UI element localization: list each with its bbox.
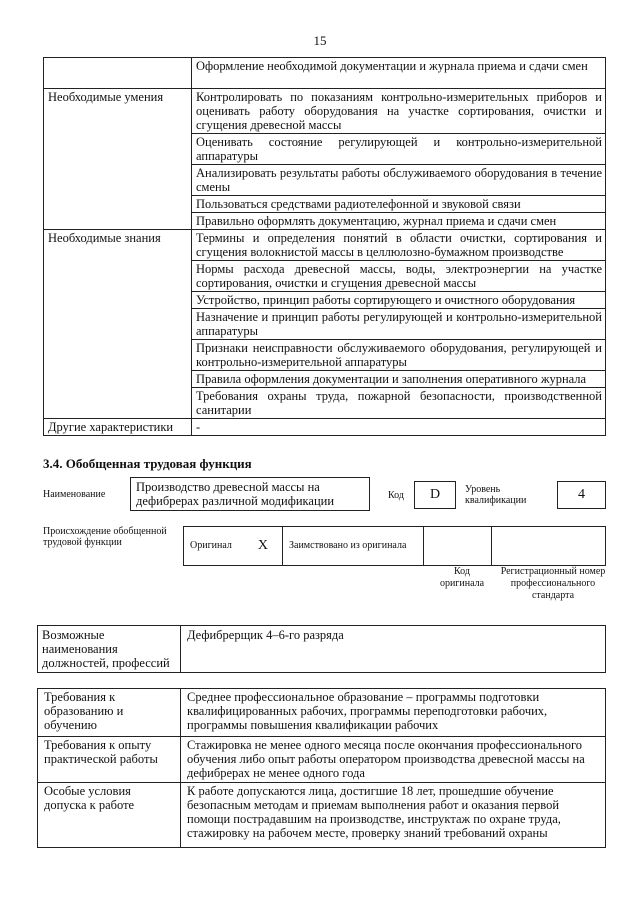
code-box: D: [414, 481, 456, 509]
level-box: 4: [557, 481, 606, 509]
origin-table: [183, 526, 606, 566]
name-label: Наименование: [43, 489, 106, 500]
skill-item: Контролировать по показаниям контрольно-измерительных приборов и оценивать работу оборудования на участке сортирования, очистки и сгущения древесной массы: [192, 89, 606, 134]
code-original-caption: Код оригинала: [439, 566, 485, 589]
knowledge-label: Необходимые знания: [44, 230, 192, 419]
table-row: [38, 626, 606, 673]
borrowed-label: Заимствовано из оригинала: [283, 527, 424, 566]
professions-table: [37, 625, 606, 673]
original-mark: X: [257, 538, 268, 553]
other-value: -: [192, 419, 606, 436]
origin-original-cell: [184, 527, 283, 566]
knowledge-item: Устройство, принцип работы сортирующего и очистного оборудования: [192, 292, 606, 309]
code-label: Код: [388, 490, 404, 501]
knowledge-item: Назначение и принцип работы регулирующей и контрольно-измерительной аппаратуры: [192, 309, 606, 340]
skill-item: Оценивать состояние регулирующей и контрольно-измерительной аппаратуры: [192, 134, 606, 165]
table-row: [184, 527, 606, 566]
knowledge-item: Признаки неисправности обслуживаемого оборудования, регулирующей и контрольно-измерительной аппаратуры: [192, 340, 606, 371]
original-label: Оригинал: [190, 540, 232, 551]
page-number: 15: [313, 33, 327, 48]
reg-number-caption: Регистрационный номер профессионального стандарта: [500, 566, 606, 601]
documentation-cell: Оформление необходимой документации и журнала приема и сдачи смен: [192, 58, 606, 89]
section-title: 3.4. Обобщенная трудовая функция: [43, 456, 252, 471]
knowledge-item: Термины и определения понятий в области очистки, сортирования и сгущения волокнистой массы в целлюлозно-бумажном производстве: [192, 230, 606, 261]
function-name-box: Производство древесной массы на дефибрерах различной модификации: [130, 477, 370, 511]
origin-label: Происхождение обобщенной трудовой функции: [43, 526, 167, 548]
table-row: [44, 89, 606, 134]
requirement-label: Требования к образованию и обучению: [38, 689, 181, 737]
skill-item: Анализировать результаты работы обслуживаемого оборудования в течение смены: [192, 165, 606, 196]
requirement-label: Требования к опыту практической работы: [38, 737, 181, 783]
table-row: [44, 58, 606, 89]
knowledge-item: Требования охраны труда, пожарной безопасности, производственной санитарии: [192, 388, 606, 419]
table-row: [44, 419, 606, 436]
skills-label: Необходимые умения: [44, 89, 192, 230]
requirement-value: Стажировка не менее одного месяца после окончания профессионального обучения либо опыт работы оператором производства древесной массы на дефибрерах не менее одного года: [181, 737, 606, 783]
empty-cell: [44, 58, 192, 89]
table-row: [44, 230, 606, 261]
reg-number-cell: [492, 527, 606, 566]
professions-label: Возможные наименования должностей, профессий: [38, 626, 181, 673]
knowledge-item: Нормы расхода древесной массы, воды, электроэнергии на участке сортирования, очистки и сгущения древесной массы: [192, 261, 606, 292]
knowledge-item: Правила оформления документации и заполнения оперативного журнала: [192, 371, 606, 388]
level-label: Уровень квалификации: [465, 484, 527, 506]
table-row: [38, 783, 606, 848]
skills-knowledge-table: [43, 57, 606, 436]
other-label: Другие характеристики: [44, 419, 192, 436]
professions-value: Дефибрерщик 4–6-го разряда: [181, 626, 606, 673]
table-row: [38, 689, 606, 737]
requirement-value: Среднее профессиональное образование – программы подготовки квалифицированных рабочих, программы переподготовки рабочих, программы повышения квалификации рабочих: [181, 689, 606, 737]
requirements-table: [37, 688, 606, 848]
requirement-value: К работе допускаются лица, достигшие 18 лет, прошедшие обучение безопасным методам и приемам выполнения работ и оказания первой помощи пострадавшим на производстве, инструктаж по охране труда, стажировку на рабочем месте, проверку знаний требований охраны: [181, 783, 606, 848]
table-row: [38, 737, 606, 783]
requirement-label: Особые условия допуска к работе: [38, 783, 181, 848]
code-original-cell: [424, 527, 492, 566]
skill-item: Правильно оформлять документацию, журнал приема и сдачи смен: [192, 213, 606, 230]
skill-item: Пользоваться средствами радиотелефонной и звуковой связи: [192, 196, 606, 213]
